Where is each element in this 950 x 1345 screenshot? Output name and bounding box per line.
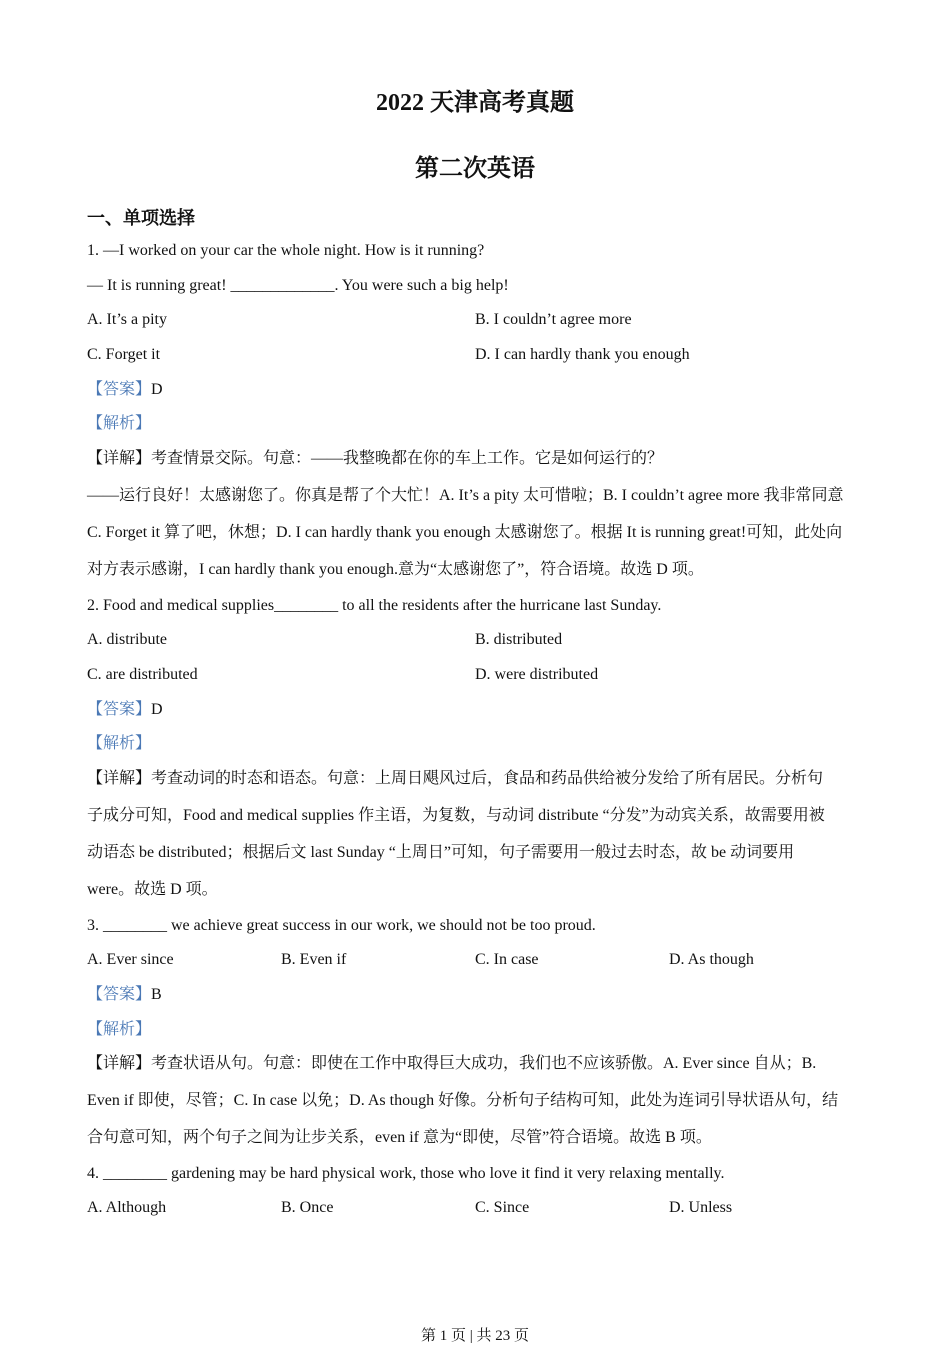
option: B. Even if [281, 951, 347, 969]
answer-value: B [151, 986, 162, 1004]
question-block [87, 1157, 867, 1226]
answer-line [87, 373, 867, 408]
options-row [87, 303, 867, 338]
options-row [87, 658, 867, 693]
question-block [87, 589, 867, 909]
option: C. Forget it [87, 346, 161, 364]
explanation-line: 【详解】考查情景交际。句意：——我整晚都在你的车上工作。它是如何运行的？ [87, 450, 664, 468]
answer-value: D [151, 380, 163, 398]
explanation-line: 对方表示感谢，I can hardly thank you enough.意为“太感谢您了”，符合语境。故选 D 项。 [87, 561, 704, 579]
question-list [87, 234, 867, 1226]
option: A. Although [87, 1199, 167, 1217]
option: C. In case [475, 951, 539, 969]
question-stem: 4. ________ gardening may be hard physical work, those who love it find it very relaxing mentally. [87, 1164, 725, 1182]
option: D. As though [669, 951, 754, 969]
options-row [87, 1191, 867, 1226]
section-heading: 一、单项选择 [87, 208, 195, 228]
option: A. distribute [87, 631, 167, 649]
question-stem: 1. —I worked on your car the whole night. How is it running? [87, 242, 485, 259]
explanation-line: 合句意可知，两个句子之间为让步关系，even if 意为“即使，尽管”符合语境。故选 B 项。 [87, 1129, 712, 1147]
option: A. Ever since [87, 951, 174, 969]
answer-value: D [151, 700, 163, 718]
answer-tag: 【答案】 [87, 700, 152, 718]
options-row [87, 338, 867, 373]
question-stem: 2. Food and medical supplies________ to all the residents after the hurricane last Sunday. [87, 596, 662, 614]
page-footer: 第 1 页 | 共 23 页 [420, 1328, 529, 1344]
option: D. Unless [669, 1199, 733, 1217]
question-block [87, 909, 867, 1157]
explanation-line: ——运行良好！太感谢您了。你真是帮了个大忙！A. It’s a pity 太可惜啦；B. I couldn’t agree more 我非常同意 [87, 486, 844, 504]
answer-line [87, 693, 867, 728]
question-stem: 3. ________ we achieve great success in our work, we should not be too proud. [87, 916, 596, 934]
options-row [87, 943, 867, 978]
explanation-line: 动语态 be distributed；根据后文 last Sunday “上周日”可知，句子需要用一般过去时态，故 be 动词要用 [87, 844, 795, 862]
explanation-line: 【详解】考查状语从句。句意：即使在工作中取得巨大成功，我们也不应该骄傲。A. Ever since 自从；B. [87, 1055, 817, 1073]
explanation-line: 【详解】考查动词的时态和语态。句意：上周日飓风过后，食品和药品供给被分发给了所有居民。分析句 [87, 770, 824, 788]
option: C. are distributed [87, 666, 198, 684]
options-row [87, 623, 867, 658]
option: B. I couldn’t agree more [475, 311, 632, 329]
explanation-line: were。故选 D 项。 [87, 881, 218, 899]
question-stem: — It is running great! _____________. You were such a big help! [87, 276, 509, 294]
explanation-line: C. Forget it 算了吧，休想；D. I can hardly thank you enough 太感谢您了。根据 It is running great!可知，此处向 [87, 524, 843, 542]
option: B. distributed [475, 631, 563, 649]
option: A. It’s a pity [87, 311, 167, 329]
analysis-tag: 【解析】 [87, 415, 152, 433]
option: D. were distributed [475, 666, 599, 684]
question-block [87, 234, 867, 589]
analysis-tag: 【解析】 [87, 735, 152, 753]
analysis-tag: 【解析】 [87, 1020, 152, 1038]
document-title: 2022 天津高考真题 [376, 90, 574, 116]
option: D. I can hardly thank you enough [475, 346, 690, 364]
explanation-line: Even if 即使，尽管；C. In case 以免；D. As though 好像。分析句子结构可知，此处为连词引导状语从句，结 [87, 1092, 839, 1110]
answer-tag: 【答案】 [87, 380, 152, 398]
document-subtitle: 第二次英语 [415, 156, 535, 182]
option: B. Once [281, 1199, 334, 1217]
option: C. Since [475, 1199, 530, 1217]
explanation-line: 子成分可知，Food and medical supplies 作主语，为复数，与动词 distribute “分发”为动宾关系，故需要用被 [87, 806, 825, 824]
answer-line [87, 978, 867, 1013]
answer-tag: 【答案】 [87, 986, 152, 1004]
